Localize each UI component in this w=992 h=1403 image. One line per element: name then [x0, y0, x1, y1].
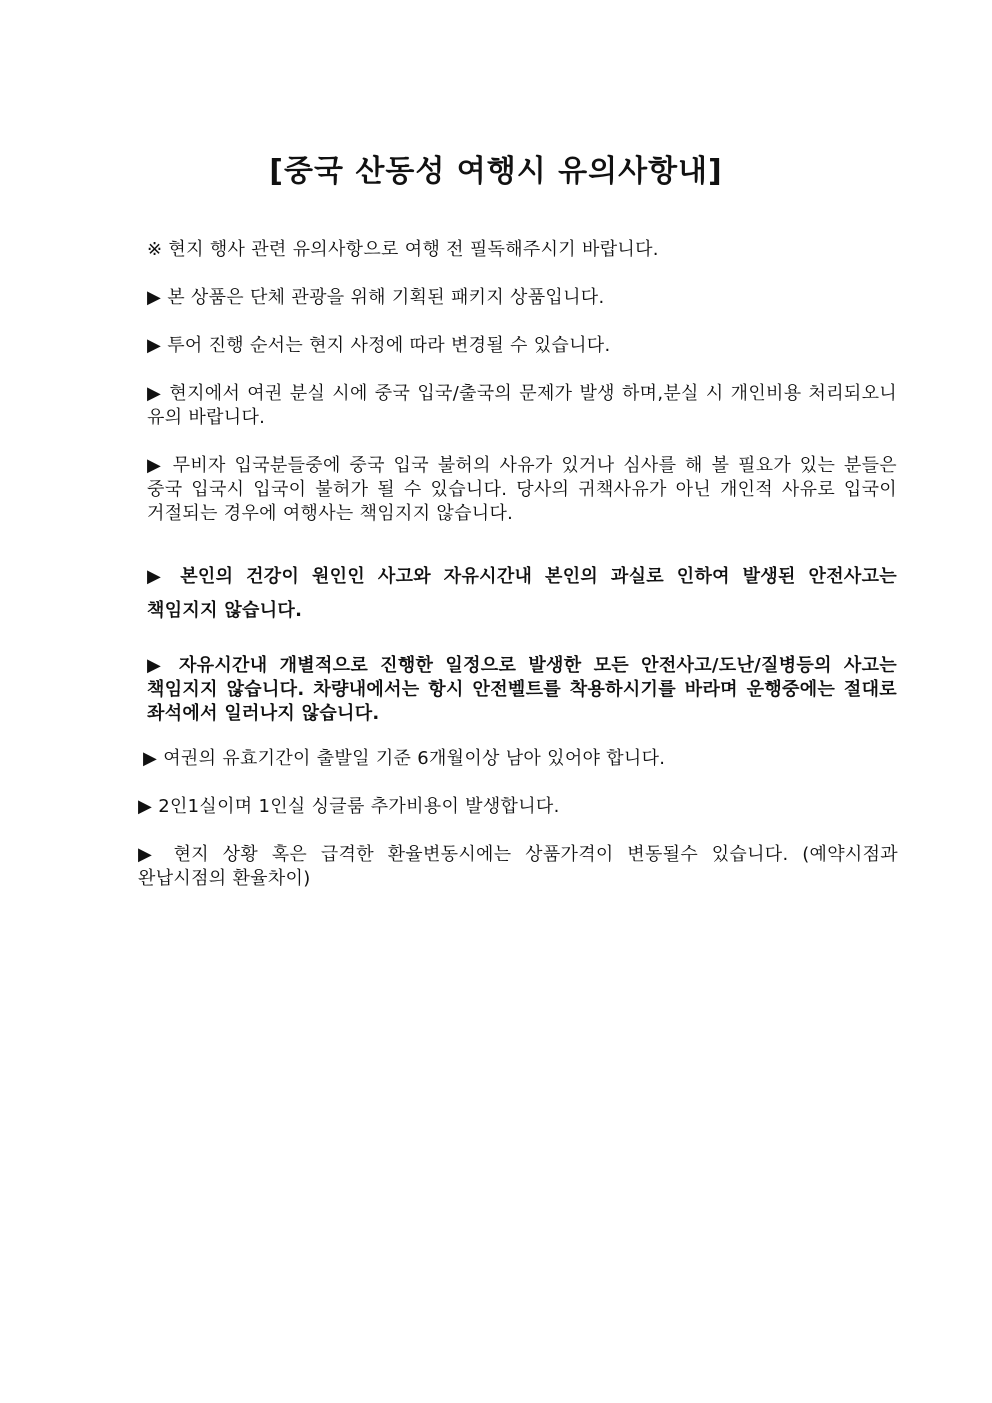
notice-item [147, 286, 897, 310]
notice-item [143, 747, 893, 771]
notice-item [147, 560, 897, 628]
notice-text: 여권의 유효기간이 출발일 기준 6개월이상 남아 있어야 합니다. [163, 748, 666, 769]
arrow-bullet-icon: ▶ [147, 566, 168, 587]
arrow-bullet-icon: ▶ [138, 844, 160, 865]
notice-text: 투어 진행 순서는 현지 사정에 따라 변경될 수 있습니다. [167, 335, 611, 356]
notice-item [147, 454, 897, 526]
reference-mark-icon: ※ [147, 239, 163, 260]
notice-item [147, 382, 897, 430]
notice-text: 본인의 건강이 원인인 사고와 자유시간내 본인의 과실로 인하여 발생된 안전사고는 책임지지 않습니다. [147, 566, 897, 621]
notice-text: 무비자 입국분들중에 중국 입국 불허의 사유가 있거나 심사를 해 볼 필요가 있는 분들은 중국 입국시 입국이 불허가 될 수 있습니다. 당사의 귀책사유가 아닌 개인적 사유로 입국이 거절되는 경우에 여행사는 책임지지 않습니다. [147, 455, 897, 524]
notice-item [138, 795, 888, 819]
notice-text: 현지 행사 관련 유의사항으로 여행 전 필독해주시기 바랍니다. [168, 239, 659, 260]
arrow-bullet-icon: ▶ [147, 335, 162, 356]
arrow-bullet-icon: ▶ [147, 383, 163, 404]
arrow-bullet-icon: ▶ [147, 655, 167, 676]
notice-text: 현지 상황 혹은 급격한 환율변동시에는 상품가격이 변동될수 있습니다. (예약시점과 완납시점의 환율차이) [138, 844, 898, 889]
arrow-bullet-icon: ▶ [147, 455, 164, 476]
notice-text: 2인1실이며 1인실 싱글룸 추가비용이 발생합니다. [158, 796, 560, 817]
notice-text: 본 상품은 단체 관광을 위해 기획된 패키지 상품입니다. [167, 287, 605, 308]
notice-item [147, 238, 897, 262]
notice-text: 자유시간내 개별적으로 진행한 일정으로 발생한 모든 안전사고/도난/질병등의 사고는 책임지지 않습니다. 차량내에서는 항시 안전벨트를 착용하시기를 바라며 운행중에는 절대로 좌석에서 일러나지 않습니다. [147, 655, 897, 724]
document-title: [중국 산동성 여행시 유의사항내] [269, 154, 723, 189]
notice-item [147, 334, 897, 358]
notice-item [147, 654, 897, 726]
arrow-bullet-icon: ▶ [138, 796, 153, 817]
notice-text: 현지에서 여권 분실 시에 중국 입국/출국의 문제가 발생 하며,분실 시 개인비용 처리되오니 유의 바랍니다. [147, 383, 897, 428]
arrow-bullet-icon: ▶ [143, 748, 158, 769]
notice-item [138, 843, 898, 891]
arrow-bullet-icon: ▶ [147, 287, 162, 308]
